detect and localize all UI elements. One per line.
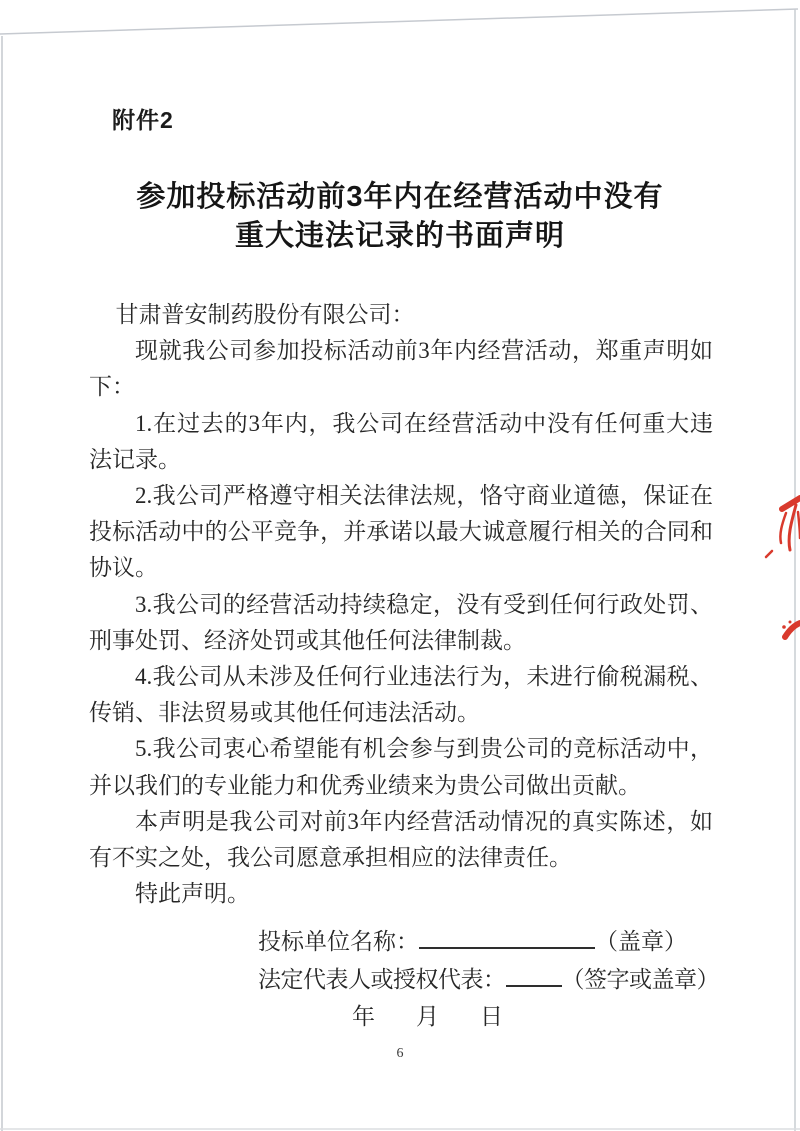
representative-suffix: （签字或盖章） <box>561 967 719 992</box>
red-ink-mark-upper <box>766 498 800 557</box>
paragraph-item-4: 4.我公司从未涉及任何行业违法行为，未进行偷税漏税、传销、非法贸易或其他任何违法活动。 <box>89 664 713 726</box>
representative-row <box>258 959 728 997</box>
paragraph-intro: 现就我公司参加投标活动前3年内经营活动，郑重声明如下： <box>89 338 713 400</box>
representative-blank <box>506 959 562 987</box>
date-month-label: 月 <box>416 1004 439 1029</box>
signature-block <box>258 921 728 1035</box>
paragraph-item-3: 3.我公司的经营活动持续稳定，没有受到任何行政处罚、刑事处罚、经济处罚或其他任何法律制裁。 <box>89 591 713 653</box>
bidder-unit-label: 投标单位名称： <box>258 929 419 954</box>
paragraph-closing: 特此声明。 <box>135 881 250 907</box>
date-row <box>352 999 728 1035</box>
bidder-unit-row <box>258 921 728 959</box>
bidder-unit-blank <box>419 921 595 949</box>
document-title <box>50 178 750 256</box>
page-number: 6 <box>396 1046 404 1061</box>
paragraph-item-5: 5.我公司衷心希望能有机会参与到贵公司的竞标活动中，并以我们的专业能力和优秀业绩来为贵公司做出贡献。 <box>89 736 713 798</box>
bidder-unit-suffix: （盖章） <box>595 929 687 954</box>
paragraph-item-1: 1.在过去的3年内，我公司在经营活动中没有任何重大违法记录。 <box>89 410 713 472</box>
representative-label: 法定代表人或授权代表： <box>258 967 506 992</box>
document-body <box>89 297 713 912</box>
attachment-label: 附件2 <box>112 107 174 133</box>
paragraph-statement: 本声明是我公司对前3年内经营活动情况的真实陈述，如有不实之处，我公司愿意承担相应的法律责任。 <box>89 808 713 871</box>
salutation: 甘肃普安制药股份有限公司： <box>115 302 415 327</box>
paragraph-item-2: 2.我公司严格遵守相关法律法规，恪守商业道德，保证在投标活动中的公平竞争，并承诺以最大诚意履行相关的合同和协议。 <box>89 483 713 581</box>
document-title-line2: 重大违法记录的书面声明 <box>234 220 565 252</box>
date-year-label: 年 <box>352 1004 375 1029</box>
document-title-line1: 参加投标活动前3年内在经营活动中没有 <box>136 181 664 213</box>
red-ink-mark-lower <box>782 621 800 638</box>
page-edge-line-top <box>0 9 798 34</box>
date-day-label: 日 <box>480 1004 503 1029</box>
